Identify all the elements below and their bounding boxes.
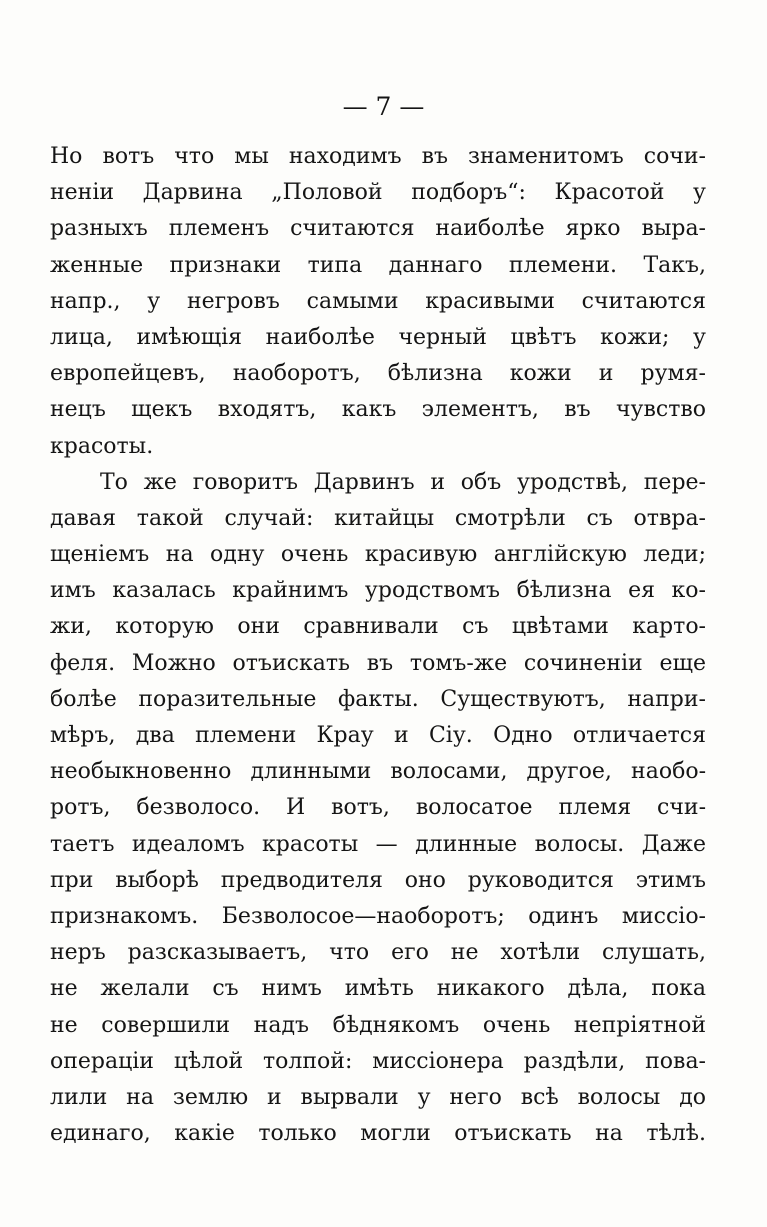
text-line: щеніемъ на одну очень красивую англійскую леди; [50,542,706,568]
text-line: имъ казалась крайнимъ уродствомъ бѣлизна ея ко- [50,578,706,604]
text-line: мѣръ, два племени Крау и Сіу. Одно отличается [50,723,706,748]
text-line: Но вотъ что мы находимъ въ знаменитомъ сочи- [50,144,706,169]
text-line: операціи цѣлой толпой: миссіонера раздѣли, пова- [50,1048,706,1074]
text-line: феля. Можно отъискать въ томъ-же сочиненіи еще [50,650,706,676]
text-line: нецъ щекъ входятъ, какъ элементъ, въ чувство [50,397,706,423]
text-line: ротъ, безволосо. И вотъ, волосатое племя счи- [50,795,706,821]
text-line: европейцевъ, наоборотъ, бѣлизна кожи и румя- [50,361,706,387]
text-line: неніи Дарвина „Половой подборъ“: Красотой у [50,180,706,206]
body-text [50,139,706,1152]
text-line: не желали съ нимъ имѣть никакого дѣла, пока [50,976,706,1002]
text-line: лица, имѣющія наиболѣе черный цвѣтъ кожи; у [50,324,706,350]
text-line: женные признаки типа даннаго племени. Такъ, [50,252,706,278]
text-line: неръ разсказываетъ, что его не хотѣли слушать, [50,940,706,966]
text-line: таетъ идеаломъ красоты — длинные волосы. Даже [50,831,706,857]
text-line: при выборѣ предводителя оно руководится этимъ [50,867,706,893]
text-line: разныхъ племенъ считаются наиболѣе ярко выра- [50,216,706,242]
text-line: красоты. [50,433,154,459]
text-line: не совершили надъ бѣднякомъ очень непріятной [50,1012,706,1038]
text-line: давая такой случай: китайцы смотрѣли съ отвра- [50,505,706,531]
text-line: лили на землю и вырвали у него всѣ волосы до [50,1084,706,1110]
text-line: напр., у негровъ самыми красивыми считаются [50,288,706,314]
page-number: — 7 — [342,92,425,121]
text-line: То же говоритъ Дарвинъ и объ уродствѣ, пере- [100,469,706,495]
text-line: единаго, какіе только могли отъискать на тѣлѣ. [50,1121,706,1147]
text-line: жи, которую они сравнивали съ цвѣтами карто- [50,614,706,640]
text-line: необыкновенно длинными волосами, другое, наобо- [50,759,706,785]
text-line: признакомъ. Безволосое—наоборотъ; одинъ миссіо- [50,903,706,929]
text-line: болѣе поразительные факты. Существуютъ, напри- [50,686,706,712]
